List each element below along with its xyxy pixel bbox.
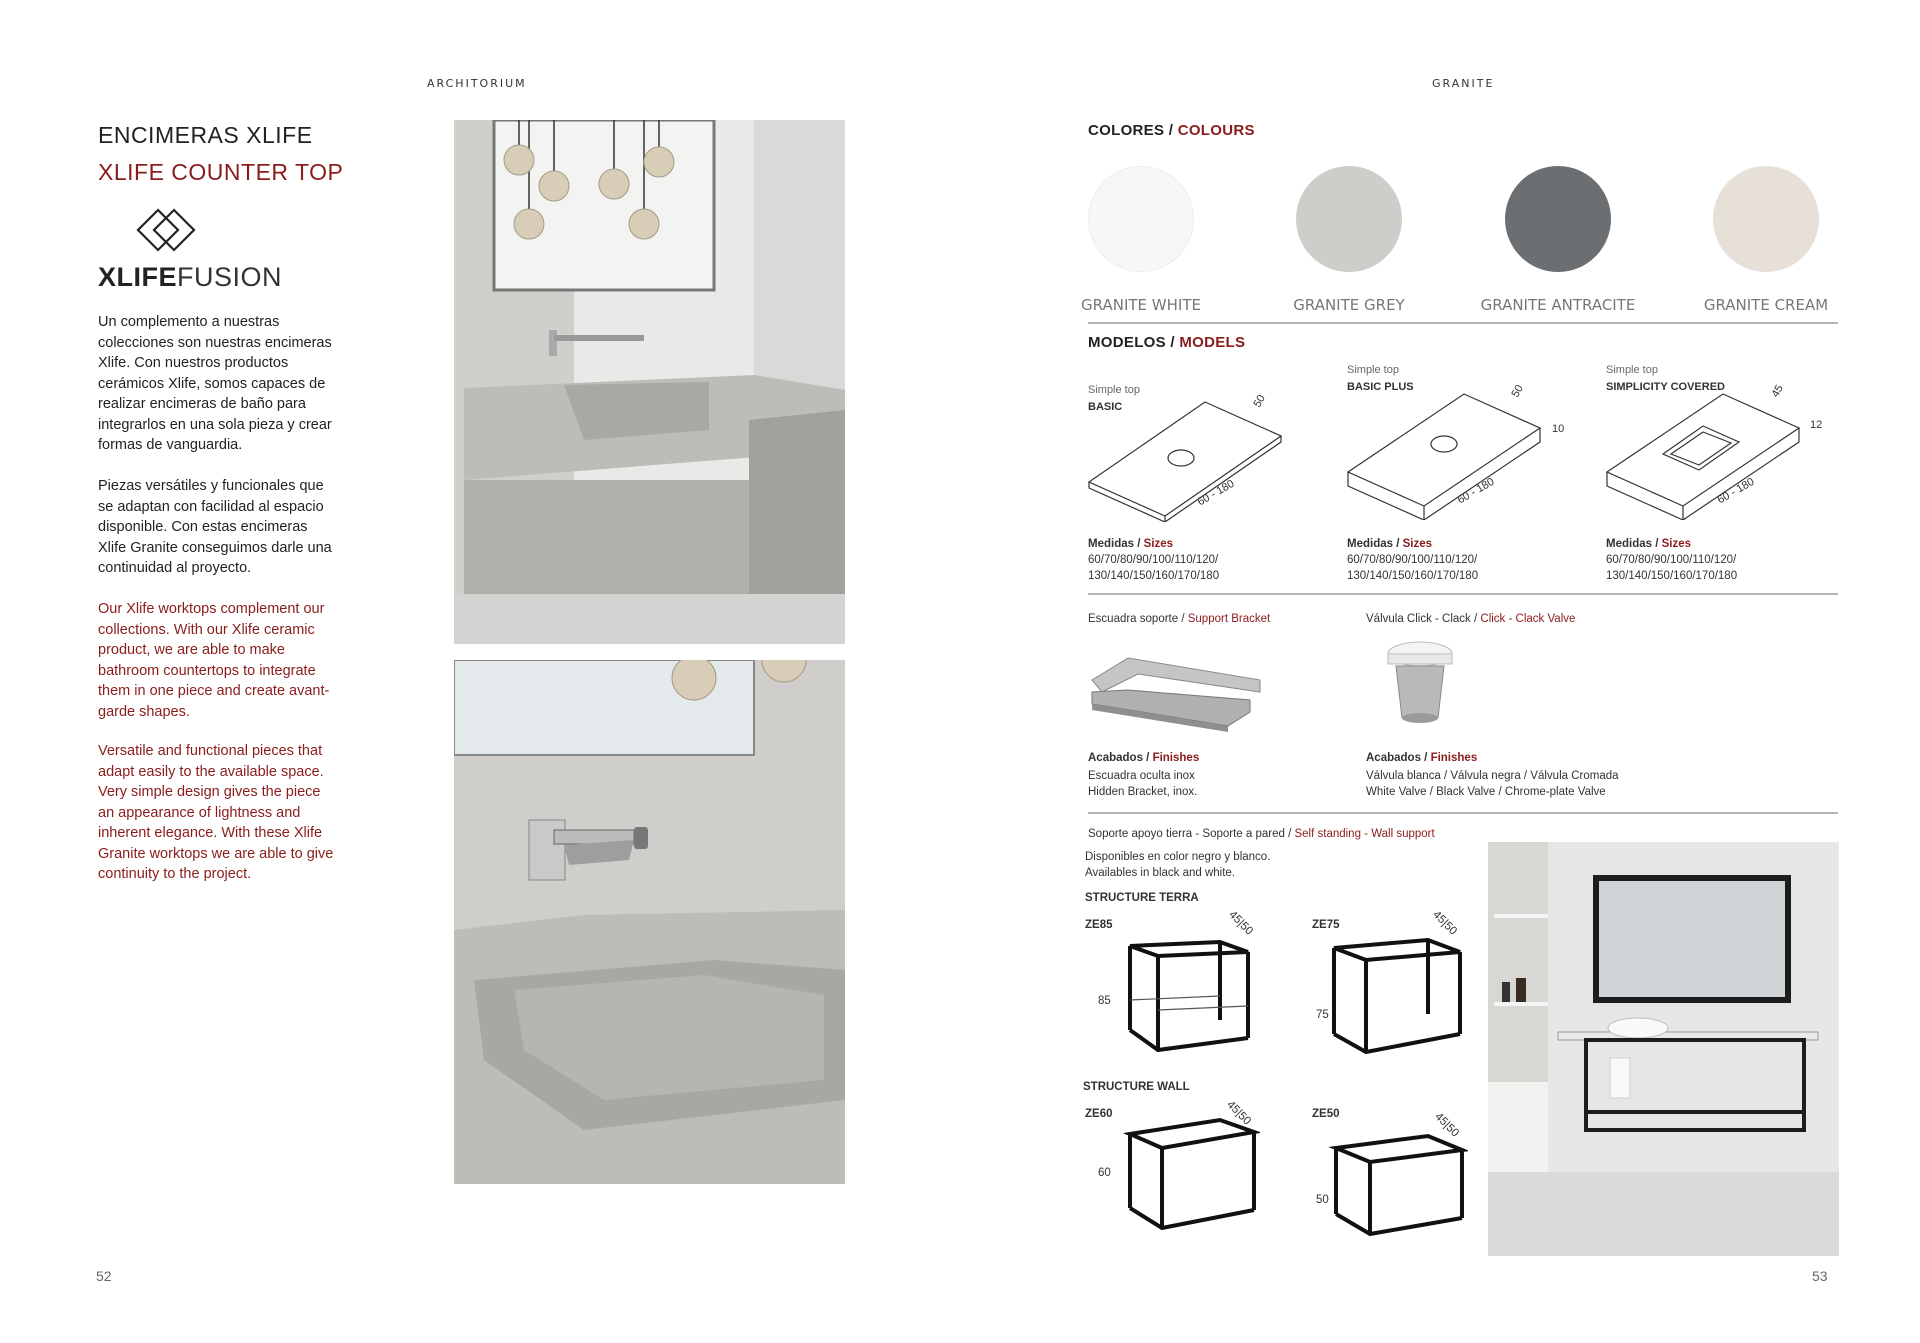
model-basicplus-subtitle: Simple top <box>1347 364 1399 376</box>
structure-ze60-height: 60 <box>1098 1167 1111 1179</box>
page-number-right: 53 <box>1812 1268 1828 1284</box>
support-availability-es: Disponibles en color negro y blanco. <box>1085 851 1271 863</box>
sizes-label-es: Medidas / <box>1088 538 1144 550</box>
page-number-left: 52 <box>96 1268 112 1284</box>
model-basic-name: BASIC <box>1088 401 1123 413</box>
model-basicplus-length: 60 - 180 <box>1455 475 1497 507</box>
structure-ze50-depth: 45|50 <box>1432 1110 1461 1140</box>
model-basicplus-sizes-line2: 130/140/150/160/170/180 <box>1347 570 1479 582</box>
models-heading-es: MODELOS / <box>1088 334 1180 351</box>
divider <box>1088 593 1838 595</box>
structure-ze50-drawing <box>1328 1122 1468 1252</box>
structure-ze85-depth: 45|50 <box>1226 908 1255 938</box>
structure-ze50-height: 50 <box>1316 1194 1329 1206</box>
valve-finishes <box>1366 751 1477 766</box>
models-heading-en: MODELS <box>1179 334 1246 351</box>
swatch-granite-white <box>1088 166 1194 272</box>
model-basic-sizes-line1: 60/70/80/90/100/110/120/ <box>1088 554 1219 566</box>
bracket-finish-es: Escuadra oculta inox <box>1088 770 1195 782</box>
structure-ze60-drawing <box>1120 1112 1260 1242</box>
structure-ze75-drawing <box>1328 924 1468 1064</box>
model-simplicity-sizes-line1: 60/70/80/90/100/110/120/ <box>1606 554 1737 566</box>
sizes-label-es: Medidas / <box>1347 538 1403 550</box>
structure-ze85-code: ZE85 <box>1085 919 1113 931</box>
logo-text-bold: XLIFE <box>98 262 178 292</box>
model-basic-sizes-line2: 130/140/150/160/170/180 <box>1088 570 1220 582</box>
paragraph-en-2: Versatile and functional pieces that adapt easily to the available space. Very simple design gives the piece an appearance of lightness and inherent elegance. With these Xlife Granite worktops we are able to give continuity to the project. <box>98 743 334 882</box>
support-title-es: Soporte apoyo tierra - Soporte a pared / <box>1088 828 1295 840</box>
model-simplicity-length: 60 - 180 <box>1715 475 1757 507</box>
finishes-label-en: Finishes <box>1430 752 1478 764</box>
model-simplicity-sizes-label <box>1606 537 1691 552</box>
structure-ze75-height: 75 <box>1316 1009 1329 1021</box>
bracket-finishes <box>1088 751 1199 766</box>
swatch-label-cream: GRANITE CREAM <box>1703 296 1829 314</box>
structure-terra-label: STRUCTURE TERRA <box>1085 892 1199 904</box>
sizes-label-es: Medidas / <box>1606 538 1662 550</box>
model-basicplus-name: BASIC PLUS <box>1347 381 1414 393</box>
structure-wall-label: STRUCTURE WALL <box>1083 1081 1190 1093</box>
colours-heading-es: COLORES / <box>1088 122 1178 139</box>
support-title-en: Self standing - Wall support <box>1294 828 1435 840</box>
sizes-label-en: Sizes <box>1402 538 1433 550</box>
divider <box>1088 812 1838 814</box>
swatch-label-grey: GRANITE GREY <box>1293 296 1405 314</box>
support-bracket-image <box>1088 640 1268 740</box>
valve-title-es: Válvula Click - Clack / <box>1366 613 1481 625</box>
swatch-label-white: GRANITE WHITE <box>1081 296 1201 314</box>
colours-heading-en: COLOURS <box>1177 122 1255 139</box>
paragraph-es-2: Piezas versátiles y funcionales que se adaptan con facilidad al espacio disponible. Con estas encimeras Xlife Granite conseguimos darle una continuidad al proyecto. <box>98 478 332 576</box>
swatch-granite-antracite <box>1505 166 1611 272</box>
colours-heading <box>1088 122 1255 139</box>
swatch-granite-cream <box>1713 166 1819 272</box>
model-simplicity-sizes-line2: 130/140/150/160/170/180 <box>1606 570 1738 582</box>
model-simplicity-name: SIMPLICITY COVERED <box>1606 381 1725 393</box>
xlifefusion-logo-icon <box>98 206 268 256</box>
bracket-title-en: Support Bracket <box>1187 613 1271 625</box>
countertop-photo-top <box>454 120 845 644</box>
bracket-title <box>1088 612 1270 627</box>
paragraph-en-1: Our Xlife worktops complement our collections. With our Xlife ceramic product, we are able to make bathroom countertops to integrate them in one piece and create avant-garde shapes. <box>98 601 330 720</box>
valve-finish-en: White Valve / Black Valve / Chrome-plate Valve <box>1366 786 1606 798</box>
sizes-label-en: Sizes <box>1143 538 1174 550</box>
model-basicplus-sizes-line1: 60/70/80/90/100/110/120/ <box>1347 554 1478 566</box>
model-simplicity-height: 12 <box>1810 419 1823 431</box>
model-basic-sizes-label <box>1088 537 1173 552</box>
support-availability-en: Availables in black and white. <box>1085 867 1236 879</box>
finishes-label-es: Acabados / <box>1366 752 1431 764</box>
model-simplicity-drawing <box>1603 390 1803 520</box>
support-title <box>1088 827 1435 842</box>
model-basic-drawing <box>1085 392 1285 522</box>
logo-text-light: FUSION <box>177 262 283 292</box>
xlifefusion-logo <box>98 206 283 292</box>
model-basic-subtitle: Simple top <box>1088 384 1140 396</box>
model-basicplus-depth: 50 <box>1509 382 1526 400</box>
structure-ze75-code: ZE75 <box>1312 919 1340 931</box>
running-header-left: ARCHITORIUM <box>427 77 527 90</box>
running-header-right: GRANITE <box>1432 77 1495 90</box>
model-basic-length: 60 - 180 <box>1195 477 1237 509</box>
finishes-label-en: Finishes <box>1152 752 1200 764</box>
models-heading <box>1088 334 1245 351</box>
valve-title <box>1366 612 1575 627</box>
page-title-en: XLIFE COUNTER TOP <box>98 159 344 185</box>
valve-finish-es: Válvula blanca / Válvula negra / Válvula Cromada <box>1366 770 1619 782</box>
structure-ze60-code: ZE60 <box>1085 1108 1113 1120</box>
click-clack-valve-image <box>1380 636 1460 736</box>
page-title-es: ENCIMERAS XLIFE <box>98 122 313 148</box>
paragraph-es-1: Un complemento a nuestras colecciones son nuestras encimeras Xlife. Con nuestros productos cerámicos Xlife, somos capaces de realizar encimeras de baño para integrarlos en una sola pieza y crear formas de vanguardia. <box>98 314 332 453</box>
model-simplicity-subtitle: Simple top <box>1606 364 1658 376</box>
model-basicplus-sizes-label <box>1347 537 1432 552</box>
model-basic-depth: 50 <box>1251 392 1268 410</box>
model-basicplus-height: 10 <box>1552 423 1565 435</box>
bracket-finish-en: Hidden Bracket, inox. <box>1088 786 1198 798</box>
bracket-title-es: Escuadra soporte / <box>1088 613 1188 625</box>
valve-title-en: Click - Clack Valve <box>1480 613 1576 625</box>
swatch-granite-grey <box>1296 166 1402 272</box>
structure-ze85-height: 85 <box>1098 995 1111 1007</box>
structure-ze85-drawing <box>1120 920 1260 1060</box>
structure-ze50-code: ZE50 <box>1312 1108 1340 1120</box>
model-basicplus-drawing <box>1344 390 1544 520</box>
structure-ze60-depth: 45|50 <box>1224 1098 1253 1128</box>
swatch-label-antracite: GRANITE ANTRACITE <box>1480 296 1636 314</box>
sizes-label-en: Sizes <box>1661 538 1692 550</box>
model-simplicity-depth: 45 <box>1769 382 1786 400</box>
bathroom-photo <box>1488 842 1839 1256</box>
countertop-photo-bottom <box>454 660 845 1184</box>
finishes-label-es: Acabados / <box>1088 752 1153 764</box>
structure-ze75-depth: 45|50 <box>1430 908 1459 938</box>
divider <box>1088 322 1838 324</box>
